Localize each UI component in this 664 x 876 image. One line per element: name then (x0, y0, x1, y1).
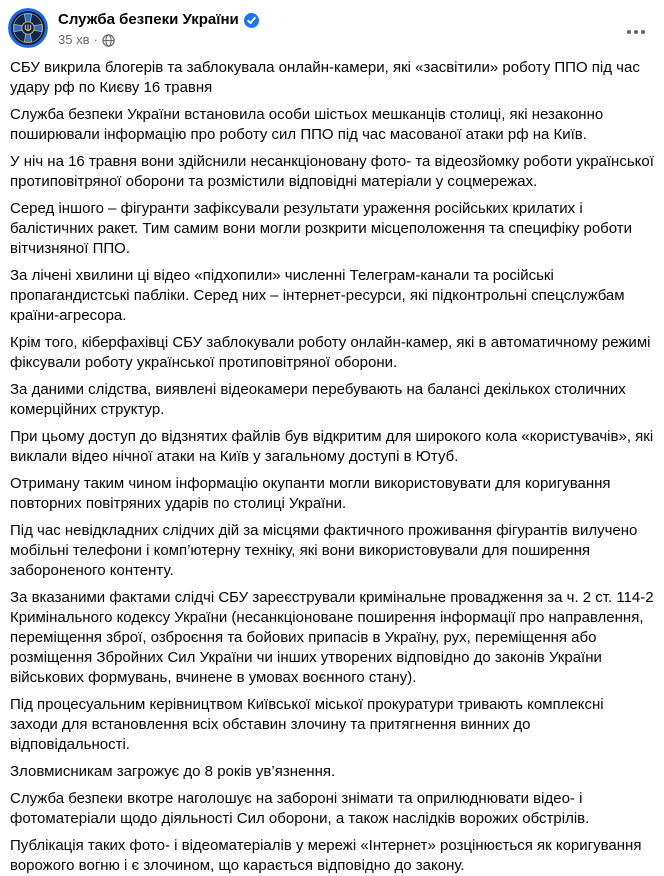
post-paragraph: Служба безпеки України встановила особи шістьох мешканців столиці, які незаконно поширювали інформацію про роботу сил ППО під час масованої атаки рф на Київ. (10, 106, 604, 143)
header-text-block (58, 8, 259, 48)
page-name[interactable]: Служба безпеки України (58, 11, 239, 28)
post-paragraph: Служба безпеки вкотре наголошує на забороні знімати та оприлюднювати відео- і фотоматеріали щодо діяльності Сил оборони, а також наслідків ворожих обстрілів. (10, 790, 590, 827)
post-paragraph: У ніч на 16 травня вони здійснили несанкціоновану фото- та відеозйомку роботи української протиповітряної оборони та розмістили відповідні матеріали у соцмережах. (10, 153, 654, 190)
post-paragraph: Зловмисникам загрожує до 8 років ув’язнення. (10, 763, 336, 780)
globe-icon (102, 34, 115, 47)
avatar[interactable] (8, 8, 48, 48)
post-paragraph: СБУ викрила блогерів та заблокувала онлайн-камери, які «засвітили» роботу ППО під час удару рф по Києву 16 травня (10, 59, 640, 96)
name-row (58, 10, 259, 29)
dot (627, 30, 631, 34)
post-paragraph: Крім того, кіберфахівці СБУ заблокували роботу онлайн-камер, які в автоматичному режимі фіксували роботу української протиповітряної оборони. (10, 334, 651, 371)
post-paragraph: Під процесуальним керівництвом Київської міської прокуратури тривають комплексні заходи для встановлення всіх обставин злочину та притягнення винних до відповідальності. (10, 696, 604, 753)
sbu-emblem-icon (8, 8, 48, 48)
dot (641, 30, 645, 34)
post-meta (58, 32, 259, 48)
post-paragraph: За вказаними фактами слідчі СБУ зареєстрували кримінальне провадження за ч. 2 ст. 114-2 Кримінального кодексу України (несанкціоноване поширення інформації про направлення, переміщення зброї, озброєння та бойових припасів в Україну, рух, переміщення або розміщення Збройних Сил України чи інших утворених відповідно до законів України військових формувань, вчинене в умовах воєнного стану). (10, 589, 654, 686)
verified-badge-icon (244, 13, 259, 28)
post-paragraph: При цьому доступ до відзнятих файлів був відкритим для широкого кола «користувачів», які виклали відео нічної атаки на Київ у загальному доступі в Ютуб. (10, 428, 654, 465)
post-paragraph: Під час невідкладних слідчих дій за місцями фактичного проживання фігурантів вилучено мобільні телефони і комп’ютерну техніку, які вони використовували для поширення забороненого контенту. (10, 522, 638, 579)
post-body (8, 58, 656, 876)
more-options-button[interactable] (620, 20, 652, 44)
dot (634, 30, 638, 34)
meta-separator: · (93, 32, 98, 47)
post-header (8, 8, 656, 48)
post-paragraph: Публікація таких фото- і відеоматеріалів у мережі «Інтернет» розцінюється як коригування ворожого вогню і є злочином, що карається відповідно до закону. (10, 837, 642, 874)
post-paragraph: За даними слідства, виявлені відеокамери перебувають на балансі декількох столичних комерційних структур. (10, 381, 626, 418)
post-paragraph: Отриману таким чином інформацію окупанти могли використовувати для коригування повторних повітряних ударів по столиці України. (10, 475, 611, 512)
timestamp[interactable]: 35 хв (58, 32, 90, 47)
post-paragraph: За лічені хвилини ці відео «підхопили» численні Телеграм-канали та російські пропагандистські пабліки. Серед них – інтернет-ресурси, які підконтрольні спецслужбам країни-агресора. (10, 267, 625, 324)
post-paragraph: Серед іншого – фігуранти зафіксували результати ураження російських крилатих і балістичних ракет. Тим самим вони могли розкрити місцеположення та специфіку роботи вітчизняної ППО. (10, 200, 633, 257)
